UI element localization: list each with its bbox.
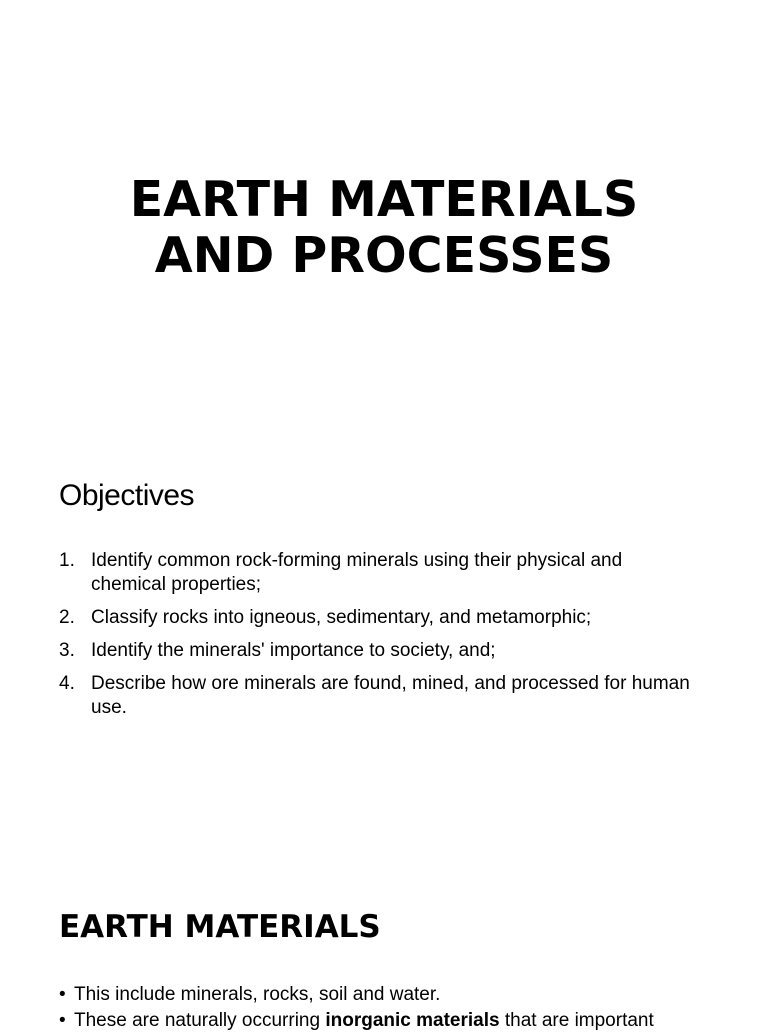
bullet-item — [59, 982, 719, 1008]
bullet-icon: • — [59, 984, 66, 1005]
earth-materials-heading: EARTH MATERIALS — [59, 909, 381, 945]
objective-item — [59, 639, 699, 663]
objectives-list — [59, 549, 699, 729]
objective-text: Identify common rock-forming minerals using their physical and chemical properties; — [91, 550, 623, 595]
objectives-heading: Objectives — [59, 479, 195, 512]
bullet-item — [59, 1008, 719, 1034]
earth-materials-slide — [0, 870, 768, 1031]
earth-materials-bullets — [59, 982, 719, 1034]
objective-text: Describe how ore minerals are found, mined, and processed for human use. — [91, 673, 690, 718]
bullet-text-start: These are naturally occurring — [74, 1010, 326, 1031]
bullet-text-end: that are important — [499, 1010, 654, 1031]
bullet-text-bold: inorganic materials — [325, 1010, 500, 1031]
objective-number: 3. — [59, 640, 75, 661]
objective-item — [59, 549, 699, 597]
objective-number: 2. — [59, 607, 75, 628]
objectives-slide — [0, 430, 768, 870]
objective-number: 4. — [59, 673, 75, 694]
title-line-1: EARTH MATERIALS — [129, 171, 639, 228]
bullet-text: This include minerals, rocks, soil and water. — [74, 984, 441, 1005]
objective-item — [59, 606, 699, 630]
objective-number: 1. — [59, 550, 75, 571]
presentation-title — [0, 172, 768, 284]
bullet-icon: • — [59, 1010, 66, 1031]
objective-text: Identify the minerals' importance to society, and; — [91, 640, 496, 661]
objective-text: Classify rocks into igneous, sedimentary, and metamorphic; — [91, 607, 592, 628]
title-slide — [0, 0, 768, 430]
title-line-2: AND PROCESSES — [154, 227, 614, 284]
objective-item — [59, 672, 699, 720]
